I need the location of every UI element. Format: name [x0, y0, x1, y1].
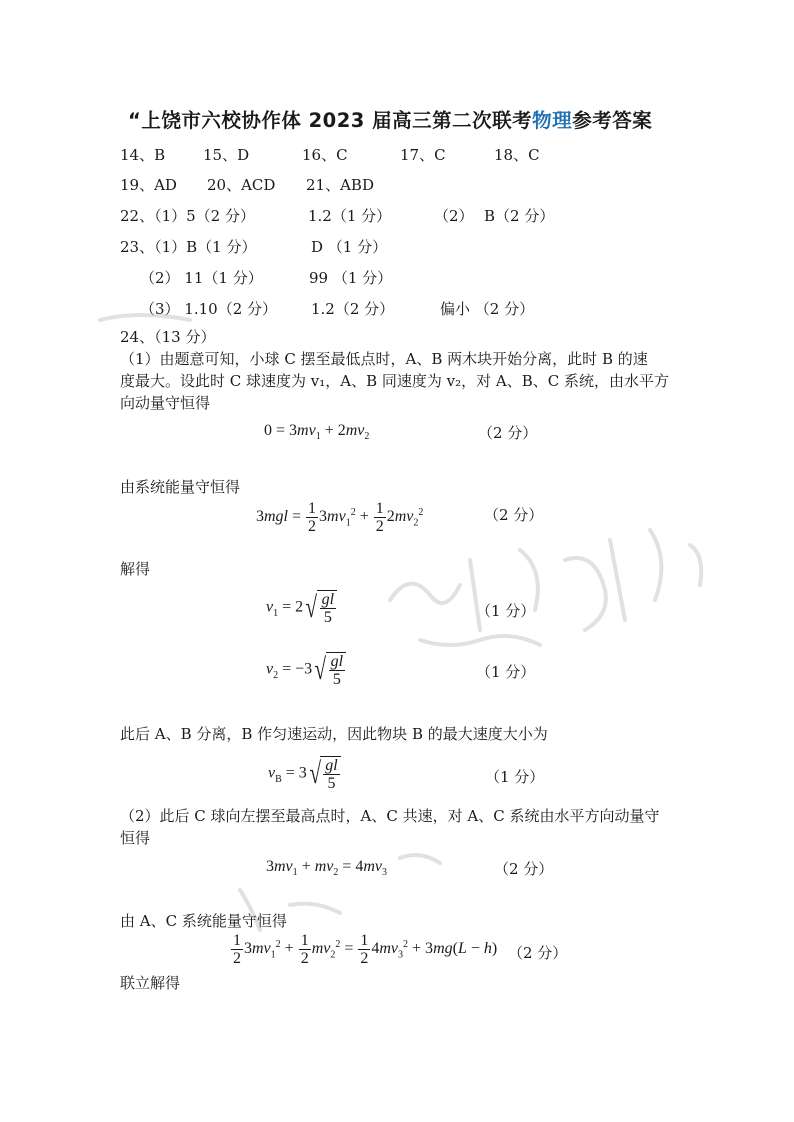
equation-momentum-ac: $3mv_1 + mv_2 = 4mv_3$	[266, 858, 388, 879]
q24-heading: 24、（13 分）	[120, 328, 216, 346]
paragraph-line: 解得	[120, 560, 151, 578]
score-label: （2 分）	[478, 424, 538, 442]
equation-vb: $v_B = 3$ √ $\frac{gl}{5}$	[268, 756, 341, 792]
choice-answer: 19、AD	[120, 176, 177, 194]
paragraph-line: （1）由题意可知，小球 C 摆至最低点时，A、B 两木块开始分离，此时 B 的速	[120, 350, 648, 368]
paragraph-line: 向动量守恒得	[120, 394, 211, 412]
q23-line2: （2） 11（1 分）	[140, 269, 263, 287]
q23-line3c: 偏小 （2 分）	[440, 300, 535, 318]
score-label: （1 分）	[476, 663, 536, 681]
title-subject: 物理	[532, 109, 573, 132]
score-label: （1 分）	[476, 602, 536, 620]
choice-answer: 16、C	[302, 146, 348, 164]
q22-part1: 22、（1）5（2 分）	[120, 207, 255, 225]
q23-line3: （3） 1.10（2 分）	[140, 300, 278, 318]
paragraph-line: 恒得	[120, 829, 151, 847]
choice-answer: 17、C	[400, 146, 446, 164]
choice-answer: 20、ACD	[207, 176, 276, 194]
choice-answer: 21、ABD	[306, 176, 374, 194]
score-label: （2 分）	[484, 506, 544, 524]
q23-line3b: 1.2（2 分）	[311, 300, 395, 318]
paragraph-line: 由系统能量守恒得	[120, 478, 241, 496]
equation-v1: $v_1 = 2$ √ $\frac{gl}{5}$	[266, 590, 337, 626]
q23-line1: 23、（1）B（1 分）	[120, 238, 257, 256]
paragraph-line: 此后 A、B 分离，B 作匀速运动，因此物块 B 的最大速度大小为	[120, 725, 548, 743]
paragraph-line: 度最大。设此时 C 球速度为 v₁，A、B 同速度为 v₂，对 A、B、C 系统，由水平方	[120, 372, 670, 390]
title-suffix: 参考答案	[572, 109, 653, 132]
paragraph-line: 联立解得	[120, 974, 181, 992]
q22-part1b: 1.2（1 分）	[308, 207, 392, 225]
q23-line2b: 99 （1 分）	[309, 269, 393, 287]
score-label: （2 分）	[508, 944, 568, 962]
paragraph-line: （2）此后 C 球向左摆至最高点时，A、C 共速，对 A、C 系统由水平方向动量守	[120, 807, 660, 825]
equation-v2: $v_2 = -3$ √ $\frac{gl}{5}$	[266, 652, 346, 688]
q22-part2-label: （2）	[434, 207, 474, 225]
score-label: （1 分）	[485, 768, 545, 786]
equation-energy-ac: $\frac{1}{2}$ $3mv_1^2$ + $\frac{1}{2}$ $mv_2^2$ = $\frac{1}{2}$ $4mv_3^2 + 3mg(L - h)$	[233, 932, 498, 967]
choice-answer: 14、B	[120, 146, 166, 164]
q23-line1b: D （1 分）	[311, 238, 388, 256]
equation-energy: 3mgl = $\frac{1}{2}$ $3mv_1^2$ + $\frac{1}{2}$ $2mv_2^2$	[256, 500, 424, 535]
score-label: （2 分）	[494, 860, 554, 878]
page-title	[128, 105, 652, 133]
paragraph-line: 由 A、C 系统能量守恒得	[120, 912, 287, 930]
choice-answer: 15、D	[203, 146, 250, 164]
title-text: “上饶市六校协作体 2023 届高三第二次联考	[128, 109, 533, 132]
q22-part2: B（2 分）	[484, 207, 555, 225]
equation-momentum: $0 = 3mv_1 + 2mv_2$	[264, 422, 370, 443]
choice-answer: 18、C	[494, 146, 540, 164]
